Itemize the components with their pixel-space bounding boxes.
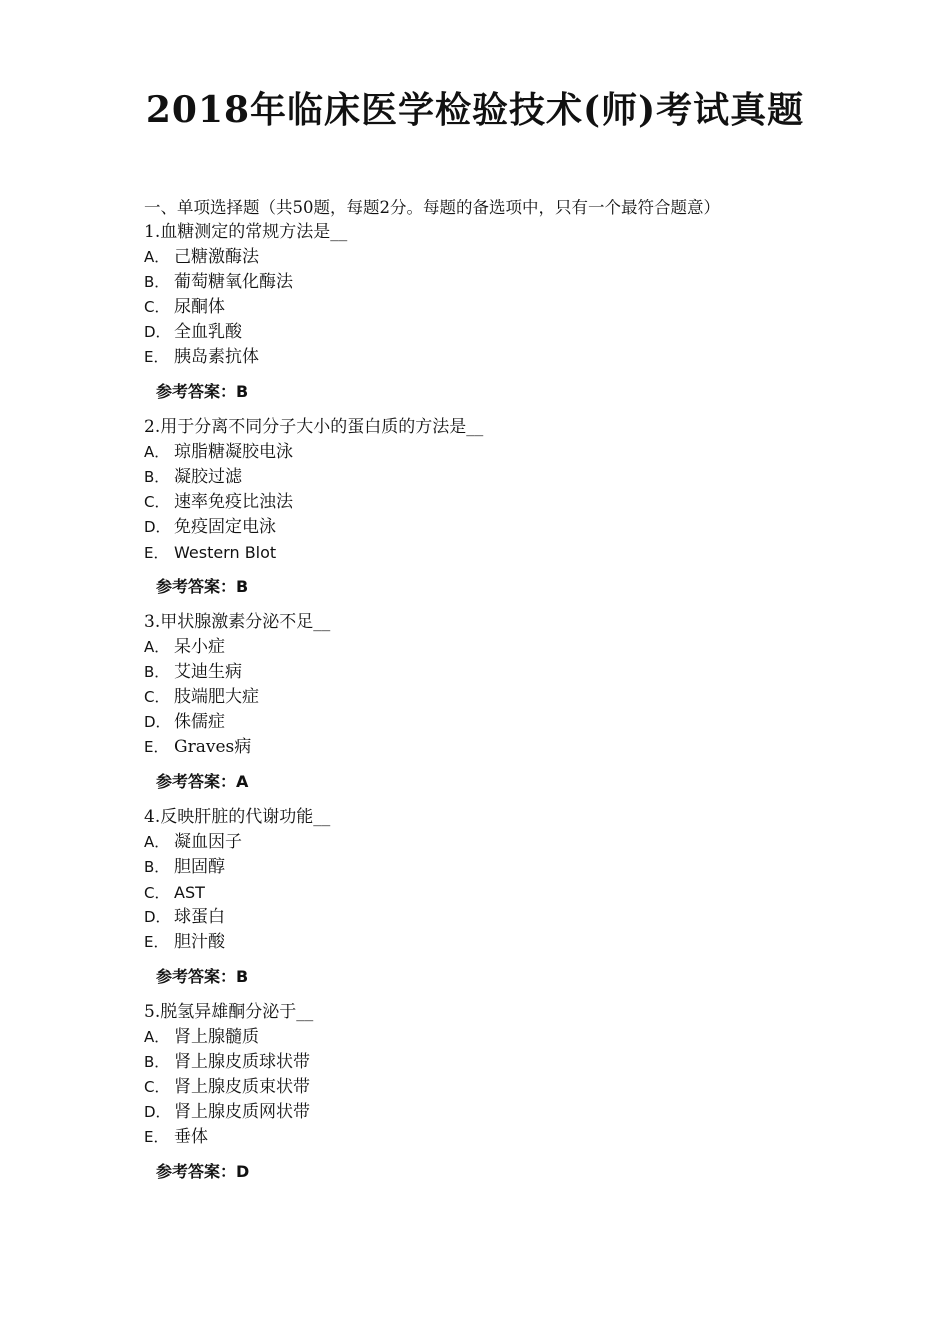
- option-letter: A．: [144, 248, 170, 266]
- option-letter: E．: [144, 348, 169, 366]
- option-letter: C．: [144, 298, 170, 316]
- option-text: 胰岛素抗体: [174, 347, 259, 367]
- option-text: 肾上腺皮质束状带: [174, 1077, 310, 1097]
- option-e: [144, 930, 844, 955]
- question-3: [144, 610, 844, 793]
- option-letter: A．: [144, 1028, 170, 1046]
- question-stem: 2.用于分离不同分子大小的蛋白质的方法是__: [144, 417, 484, 437]
- question-stem: 3.甲状腺激素分泌不足__: [144, 612, 331, 632]
- option-letter: B．: [144, 663, 170, 681]
- question-1: [144, 220, 844, 403]
- option-c: [144, 685, 844, 710]
- option-letter: B．: [144, 273, 170, 291]
- option-letter: E．: [144, 933, 169, 951]
- question-stem: 5.脱氢异雄酮分泌于__: [144, 1002, 314, 1022]
- option-e: [144, 345, 844, 370]
- option-text: 速率免疫比浊法: [174, 492, 293, 512]
- answer-prefix: 参考答案：: [156, 577, 237, 596]
- option-text: 侏儒症: [174, 712, 225, 732]
- option-letter: D．: [144, 518, 171, 536]
- option-letter: C．: [144, 493, 170, 511]
- option-letter: D．: [144, 908, 171, 926]
- option-letter: C．: [144, 1078, 170, 1096]
- section-header: 一、单项选择题（共50题，每题2分。每题的备选项中，只有一个最符合题意）: [144, 198, 720, 217]
- option-text: 垂体: [174, 1127, 208, 1147]
- option-letter: B．: [144, 858, 170, 876]
- option-b: [144, 270, 844, 295]
- option-text: 肾上腺皮质网状带: [174, 1102, 310, 1122]
- option-c: [144, 490, 844, 515]
- option-letter: E．: [144, 738, 169, 756]
- option-letter: E．: [144, 544, 169, 562]
- option-text: 胆汁酸: [174, 932, 225, 952]
- option-text: 球蛋白: [174, 907, 225, 927]
- option-c: [144, 880, 844, 905]
- option-b: [144, 855, 844, 880]
- option-c: [144, 1075, 844, 1100]
- option-text: 呆小症: [174, 637, 225, 657]
- option-text: 艾迪生病: [174, 662, 242, 682]
- option-c: [144, 295, 844, 320]
- option-text: 凝血因子: [174, 832, 242, 852]
- question-5: [144, 1000, 844, 1183]
- option-letter: C．: [144, 688, 170, 706]
- page-title: 2018年临床医学检验技术(师)考试真题: [145, 89, 805, 131]
- option-text: 肾上腺皮质球状带: [174, 1052, 310, 1072]
- question-2: [144, 415, 844, 598]
- reference-answer: [156, 966, 844, 988]
- option-text: 全血乳酸: [174, 322, 242, 342]
- option-letter: B．: [144, 468, 170, 486]
- option-letter: A．: [144, 833, 170, 851]
- answer-value: A: [236, 772, 249, 791]
- option-d: [144, 320, 844, 345]
- option-text: Western Blot: [174, 543, 277, 562]
- option-d: [144, 710, 844, 735]
- answer-prefix: 参考答案：: [156, 772, 237, 791]
- option-b: [144, 465, 844, 490]
- option-b: [144, 660, 844, 685]
- option-letter: E．: [144, 1128, 169, 1146]
- answer-prefix: 参考答案：: [156, 967, 237, 986]
- option-letter: D．: [144, 323, 171, 341]
- option-d: [144, 905, 844, 930]
- option-text: 肢端肥大症: [174, 687, 259, 707]
- question-stem: 4.反映肝脏的代谢功能__: [144, 807, 331, 827]
- option-letter: D．: [144, 713, 171, 731]
- option-d: [144, 515, 844, 540]
- option-a: [144, 1025, 844, 1050]
- answer-prefix: 参考答案：: [156, 1162, 237, 1181]
- option-a: [144, 245, 844, 270]
- option-letter: A．: [144, 638, 170, 656]
- option-text: 胆固醇: [174, 857, 225, 877]
- option-letter: A．: [144, 443, 170, 461]
- option-d: [144, 1100, 844, 1125]
- reference-answer: [156, 381, 844, 403]
- option-text: 免疫固定电泳: [174, 517, 276, 537]
- question-4: [144, 805, 844, 988]
- answer-value: B: [236, 967, 249, 986]
- option-a: [144, 830, 844, 855]
- option-b: [144, 1050, 844, 1075]
- option-letter: D．: [144, 1103, 171, 1121]
- option-text: 肾上腺髓质: [174, 1027, 259, 1047]
- exam-content: [144, 196, 844, 1195]
- option-e: [144, 1125, 844, 1150]
- answer-value: B: [236, 577, 249, 596]
- option-text: AST: [174, 883, 205, 902]
- option-text: 己糖激酶法: [174, 247, 259, 267]
- reference-answer: [156, 771, 844, 793]
- option-a: [144, 440, 844, 465]
- option-text: 凝胶过滤: [174, 467, 242, 487]
- option-text: 尿酮体: [174, 297, 225, 317]
- answer-value: D: [236, 1162, 250, 1181]
- option-text: Graves病: [174, 737, 252, 757]
- reference-answer: [156, 1161, 844, 1183]
- option-a: [144, 635, 844, 660]
- option-letter: B．: [144, 1053, 170, 1071]
- option-text: 葡萄糖氧化酶法: [174, 272, 293, 292]
- question-stem: 1.血糖测定的常规方法是__: [144, 222, 348, 242]
- reference-answer: [156, 576, 844, 598]
- option-text: 琼脂糖凝胶电泳: [174, 442, 293, 462]
- option-letter: C．: [144, 884, 170, 902]
- answer-prefix: 参考答案：: [156, 382, 237, 401]
- answer-value: B: [236, 382, 249, 401]
- option-e: [144, 735, 844, 760]
- option-e: [144, 540, 844, 565]
